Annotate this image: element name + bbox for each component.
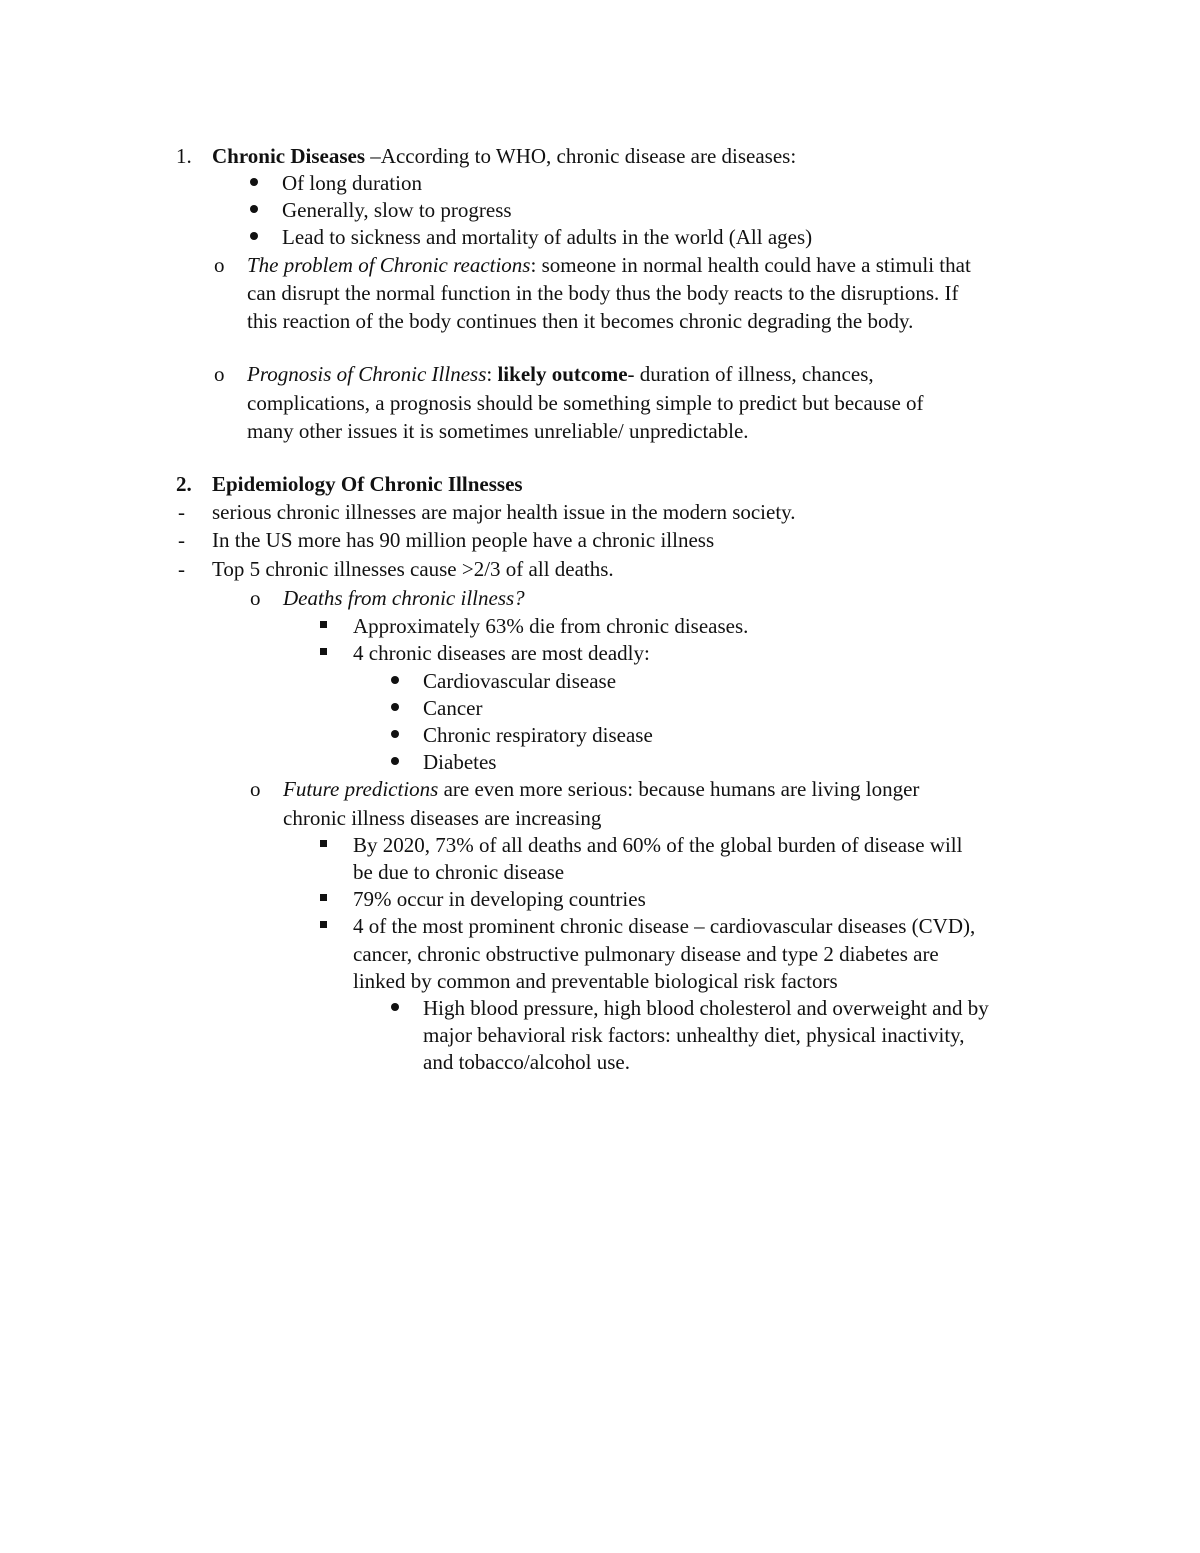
list-item: 4 of the most prominent chronic disease – cardiovascular diseases (CVD),: [353, 914, 976, 938]
problem-line: can disrupt the normal function in the body thus the body reacts to the disruptions. If: [247, 281, 959, 305]
disease-item: Cancer: [423, 696, 483, 720]
future-title: Future predictions: [283, 777, 439, 801]
list-item: 4 chronic diseases are most deadly:: [353, 641, 650, 665]
section-1-intro: –According to WHO, chronic disease are diseases:: [365, 144, 797, 168]
section-1-title: Chronic Diseases: [212, 144, 366, 168]
risk-item-cont: and tobacco/alcohol use.: [423, 1050, 631, 1074]
bullet-icon: [250, 205, 258, 213]
bullet-icon: [391, 730, 399, 738]
list-item-cont: cancer, chronic obstructive pulmonary disease and type 2 diabetes are: [353, 942, 939, 966]
future-line: Future predictions are even more serious: because humans are living longer: [283, 777, 920, 801]
list-item: Generally, slow to progress: [282, 198, 512, 222]
list-item: By 2020, 73% of all deaths and 60% of the global burden of disease will: [353, 833, 963, 857]
dash-marker: -: [178, 500, 185, 524]
list-item: Approximately 63% die from chronic diseases.: [353, 614, 749, 638]
outline-marker: o: [250, 586, 261, 610]
deaths-title: Deaths from chronic illness?: [283, 586, 525, 610]
list-item-cont: linked by common and preventable biological risk factors: [353, 969, 838, 993]
section-2-number: 2.: [176, 472, 192, 496]
disease-item: Chronic respiratory disease: [423, 723, 653, 747]
square-bullet-icon: [320, 840, 327, 847]
risk-item: High blood pressure, high blood cholesterol and overweight and by: [423, 996, 989, 1020]
prognosis-line: many other issues it is sometimes unreliable/ unpredictable.: [247, 419, 749, 443]
list-item: Lead to sickness and mortality of adults in the world (All ages): [282, 225, 813, 249]
problem-line: this reaction of the body continues then it becomes chronic degrading the body.: [247, 309, 914, 333]
dash-item: In the US more has 90 million people have a chronic illness: [212, 528, 715, 552]
prognosis-title: Prognosis of Chronic Illness: [247, 362, 487, 386]
section-1-heading: [212, 143, 796, 170]
prognosis-bold: likely outcome: [497, 362, 628, 386]
bullet-icon: [391, 1003, 399, 1011]
bullet-icon: [250, 232, 258, 240]
outline-marker: o: [250, 777, 261, 801]
section-2-title: Epidemiology Of Chronic Illnesses: [212, 472, 523, 496]
prognosis-line: Prognosis of Chronic Illness: likely outcome- duration of illness, chances,: [247, 362, 874, 386]
disease-item: Diabetes: [423, 750, 497, 774]
dash-marker: -: [178, 528, 185, 552]
square-bullet-icon: [320, 894, 327, 901]
bullet-icon: [391, 676, 399, 684]
list-item-cont: be due to chronic disease: [353, 860, 565, 884]
future-line: chronic illness diseases are increasing: [283, 806, 602, 830]
dash-item: serious chronic illnesses are major health issue in the modern society.: [212, 500, 796, 524]
bullet-icon: [391, 757, 399, 765]
list-item: 79% occur in developing countries: [353, 887, 646, 911]
problem-line: The problem of Chronic reactions: someone in normal health could have a stimuli that: [247, 253, 971, 277]
square-bullet-icon: [320, 648, 327, 655]
prognosis-line: complications, a prognosis should be something simple to predict but because of: [247, 391, 924, 415]
dash-item: Top 5 chronic illnesses cause >2/3 of all deaths.: [212, 557, 614, 581]
disease-item: Cardiovascular disease: [423, 669, 617, 693]
list-item: Of long duration: [282, 171, 422, 195]
problem-title: The problem of Chronic reactions: [247, 253, 531, 277]
outline-marker: o: [214, 253, 225, 277]
square-bullet-icon: [320, 921, 327, 928]
risk-item-cont: major behavioral risk factors: unhealthy diet, physical inactivity,: [423, 1023, 965, 1047]
outline-marker: o: [214, 362, 225, 386]
section-1-number: 1.: [176, 144, 192, 168]
square-bullet-icon: [320, 621, 327, 628]
dash-marker: -: [178, 557, 185, 581]
bullet-icon: [250, 178, 258, 186]
bullet-icon: [391, 703, 399, 711]
